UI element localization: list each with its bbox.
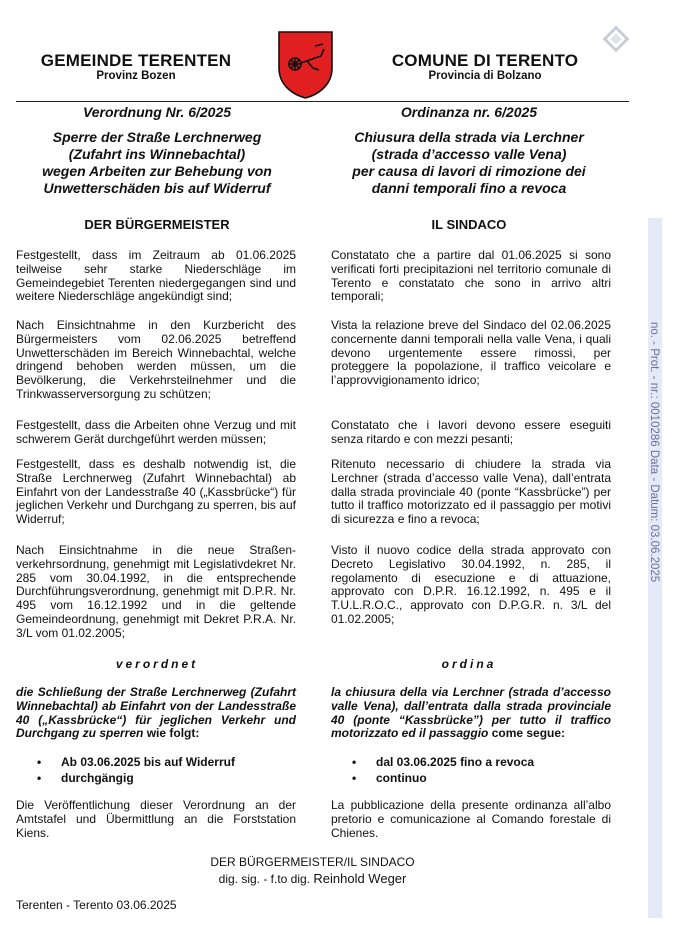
paragraph-it-1: Constatato che a partire dal 01.06.2025 si sono verificati forti precipitazioni nel territorio comunale di Terento e constatato che sono in arrivo altri temporali; — [331, 248, 611, 304]
place-date: Terenten - Terento 03.06.2025 — [16, 898, 177, 912]
bullet-list-de — [16, 755, 296, 786]
paragraph-de-4: Festgestellt, dass es deshalb notwendig ist, die Straße Lerchnerweg (Zufahrt Winnebachtal) ab Einfahrt von der Landesstraße 40 („Kassbrücke“) für jeglichen Verkehr und Durchgang zu sperren, bis auf Widerruf; — [16, 457, 296, 527]
ordinance-number-de: Verordnung Nr. 6/2025 — [82, 104, 232, 120]
subject-it: Chiusura della strada via Lerchner (strada d’accesso valle Vena) per causa di lavori di rimozione dei danni temporali fino a revoca — [352, 129, 586, 196]
paragraph-it-2: Vista la relazione breve del Sindaco del 02.06.2025 concernente danni temporali nella valle Vena, i quali devono urgentemente essere rimossi, per proteggere la popolazione, il traffico veicolare e l’approvvigionamento idrico; — [331, 318, 611, 388]
paragraph-it-3: Constatato che i lavori devono essere eseguiti senza ritardo e con mezzi pesanti; — [331, 418, 611, 446]
header-divider — [16, 101, 629, 102]
list-item: • continuo — [352, 770, 427, 785]
role-de: DER BÜRGERMEISTER — [84, 217, 230, 232]
paragraph-de-1: Festgestellt, dass im Zeitraum ab 01.06.2025 teilweise sehr starke Niederschläge im Gemeindegebiet Terenten niedergegangen sind und weitere Niederschläge angekündigt sind; — [16, 248, 296, 304]
header-right-title: COMUNE DI TERENTO — [391, 51, 579, 70]
role-it: IL SINDACO — [431, 217, 507, 232]
closing-it: La pubblicazione della presente ordinanza all’albo pretorio e comunicazione al Comando forestale di Chienes. — [331, 798, 611, 840]
decision-it: la chiusura della via Lerchner (strada d’accesso valle Vena), dall’entrata dalla strada provinciale 40 (ponte “Kassbrücke”) per tutto il traffico motorizzato ed il passaggio come segue: — [331, 685, 611, 741]
list-item: • durchgängig — [37, 770, 134, 785]
subject-de: Sperre der Straße Lerchnerweg (Zufahrt ins Winnebachtal) wegen Arbeiten zur Behebung von Unwetterschäden bis auf Widerruf — [42, 129, 272, 196]
decision-de: die Schließung der Straße Lerchnerweg (Zufahrt Winnebachtal) ab Einfahrt von der Landesstraße 40 („Kassbrücke“) für jeglichen Verkehr und Durchgang zu sperren wie folgt: — [16, 685, 296, 741]
signature-title: DER BÜRGERMEISTER/IL SINDACO — [210, 855, 415, 869]
signature-line: dig. sig. - f.to dig. Reinhold Weger — [218, 871, 407, 886]
bullet-list-it — [331, 755, 611, 786]
decree-it: ordina — [441, 657, 497, 671]
protocol-stamp: no. - Prot. - nr.: 0010286 Data - Datum: 03.06.2025 — [648, 322, 660, 583]
ordinance-number-it: Ordinanza nr. 6/2025 — [400, 104, 538, 120]
list-item: • dal 03.06.2025 fino a revoca — [352, 755, 535, 769]
header-right-subtitle: Provincia di Bolzano — [428, 70, 542, 82]
paragraph-it-4: Ritenuto necessario di chiudere la strada via Lerchner (strada d’accesso valle Vena), dall’entrata dalla strada provinciale 40 (ponte “Kassbrücke”) per tutto il traffico motorizzato ed il passaggio per motivi di sicurezza e fino a revoca; — [331, 457, 611, 527]
signature-name: Reinhold Weger — [313, 871, 407, 886]
paragraph-de-2: Nach Einsichtnahme in den Kurzbericht des Bürgermeisters vom 02.06.2025 betreffend Unwetterschäden im Bereich Winnebachtal, welche dringend behoben werden müssen, um die Bevölkerung, die Verkehrsteilnehmer und die Trinkwasserversorgung zu schützen; — [16, 318, 296, 401]
list-item: • Ab 03.06.2025 bis auf Widerruf — [37, 755, 235, 769]
header-left-subtitle: Provinz Bozen — [96, 70, 176, 82]
paragraph-it-5: Visto il nuovo codice della strada approvato con Decreto Legislativo 30.04.1992, n. 285, il regolamento di esecuzione e di attuazione, approvato con D.P.R. 16.12.1992, n. 495 e il T.U.L.R.O.C., approvato con D.P.G.R. n. 3/L del 01.02.2005; — [331, 543, 611, 626]
paragraph-de-3: Festgestellt, dass die Arbeiten ohne Verzug und mit schwerem Gerät durchgeführt werden müssen; — [16, 418, 296, 446]
diamond-logo-icon — [602, 25, 630, 53]
closing-de: Die Veröffentlichung dieser Verordnung an der Amtstafel und Übermittlung an die Forststation Kiens. — [16, 798, 296, 840]
decree-de: verordnet — [115, 657, 199, 671]
paragraph-de-5: Nach Einsichtnahme in die neue Straßen-verkehrsordnung, genehmigt mit Legislativdekret Nr. 285 vom 30.04.1992, in die entsprechende Durchführungsverordnung, genehmigt mit D.P.R. Nr. 495 vom 16.12.1992 und in die geltende Gemeindeordnung, genehmigt mit Dekret P.R.A. Nr. 3/L vom 01.02.2005; — [16, 543, 296, 640]
header-left-title: GEMEINDE TERENTEN — [40, 51, 232, 70]
municipal-crest-icon — [277, 30, 334, 100]
